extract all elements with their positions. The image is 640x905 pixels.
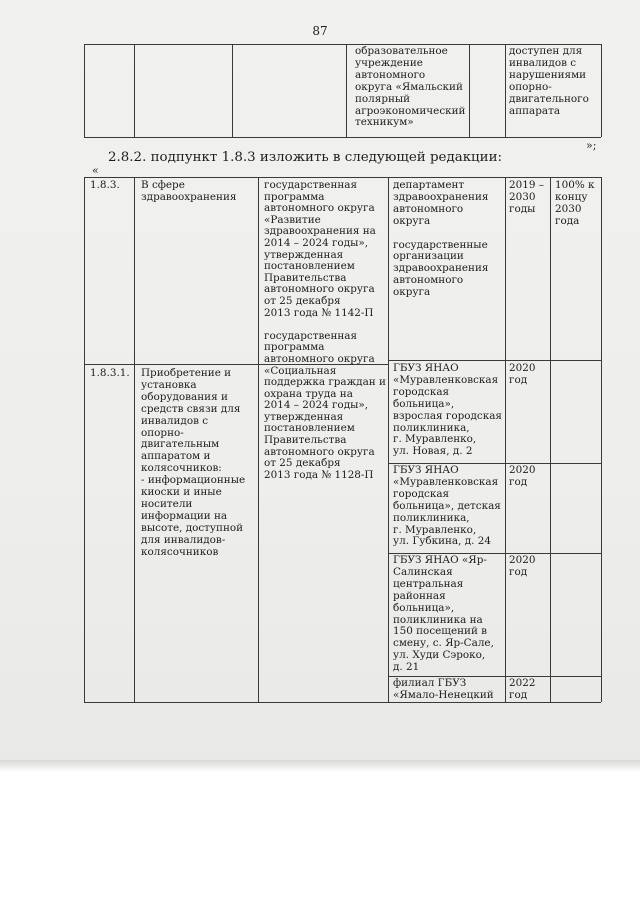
sub-row-3-executor: ГБУЗ ЯНАО «Яр- Салинская центральная районная больница», поликлиника на 150 посещений в смену, с. Яр-Сале, ул. Худи Сэроко, д. 21 (393, 555, 494, 674)
top-table-accessibility: доступен для инвалидов с нарушениями опорно- двигательного аппарата (509, 46, 589, 117)
row-1-8-3-number: 1.8.3. (90, 180, 120, 191)
page-number: 87 (312, 24, 328, 38)
row-1-8-3-result: 100% к концу 2030 года (555, 180, 595, 227)
row-1-8-3-1-number: 1.8.3.1. (90, 368, 130, 379)
opening-quote-mark: « (92, 164, 99, 177)
sub-row-4-executor: филиал ГБУЗ «Ямало-Ненецкий (393, 678, 494, 701)
row-1-8-3-1-name: Приобретение и установка оборудования и средств связи для инвалидов с опорно- двигательным аппаратом и колясочников: - информационные киоски и иные носители информации на высоте, доступной для инвалидов- колясочников (141, 368, 246, 558)
sub-row-2-executor: ГБУЗ ЯНАО «Муравленковская городская больница», детская поликлиника, г. Муравленко, ул. Губкина, д. 24 (393, 465, 501, 548)
row-1-8-3-period: 2019 – 2030 годы (509, 180, 544, 215)
sub-row-3-period: 2020 год (509, 555, 536, 578)
row-1-8-3-name: В сфере здравоохранения (141, 180, 237, 203)
scan-bottom-edge (0, 760, 640, 772)
top-table-institution: образовательное учреждение автономного округа «Ямальский полярный агроэкономический техникум» (355, 46, 466, 129)
row-1-8-3-executor: департамент здравоохранения автономного округа государственные организации здравоохранения автономного округа (393, 180, 489, 299)
sub-row-2-period: 2020 год (509, 465, 536, 488)
sub-row-1-executor: ГБУЗ ЯНАО «Муравленковская городская больница», взрослая городская поликлиника, г. Муравленко, ул. Новая, д. 2 (393, 363, 502, 458)
sub-row-1-period: 2020 год (509, 363, 536, 386)
sub-row-4-period: 2022 год (509, 678, 536, 701)
closing-quote-mark: »; (586, 139, 597, 152)
programs-cell: государственная программа автономного округа «Развитие здравоохранения на 2014 – 2024 годы», утвержденная постановлением Правительства автономного округа от 25 декабря 2013 года № 1142-П государственная программа автономного округа «Социальная поддержка граждан и охрана труда на 2014 – 2024 годы», утвержденная постановлением Правительства автономного округа от 25 декабря 2013 года № 1128-П (264, 180, 386, 481)
section-heading: 2.8.2. подпункт 1.8.3 изложить в следующей редакции: (108, 150, 503, 165)
